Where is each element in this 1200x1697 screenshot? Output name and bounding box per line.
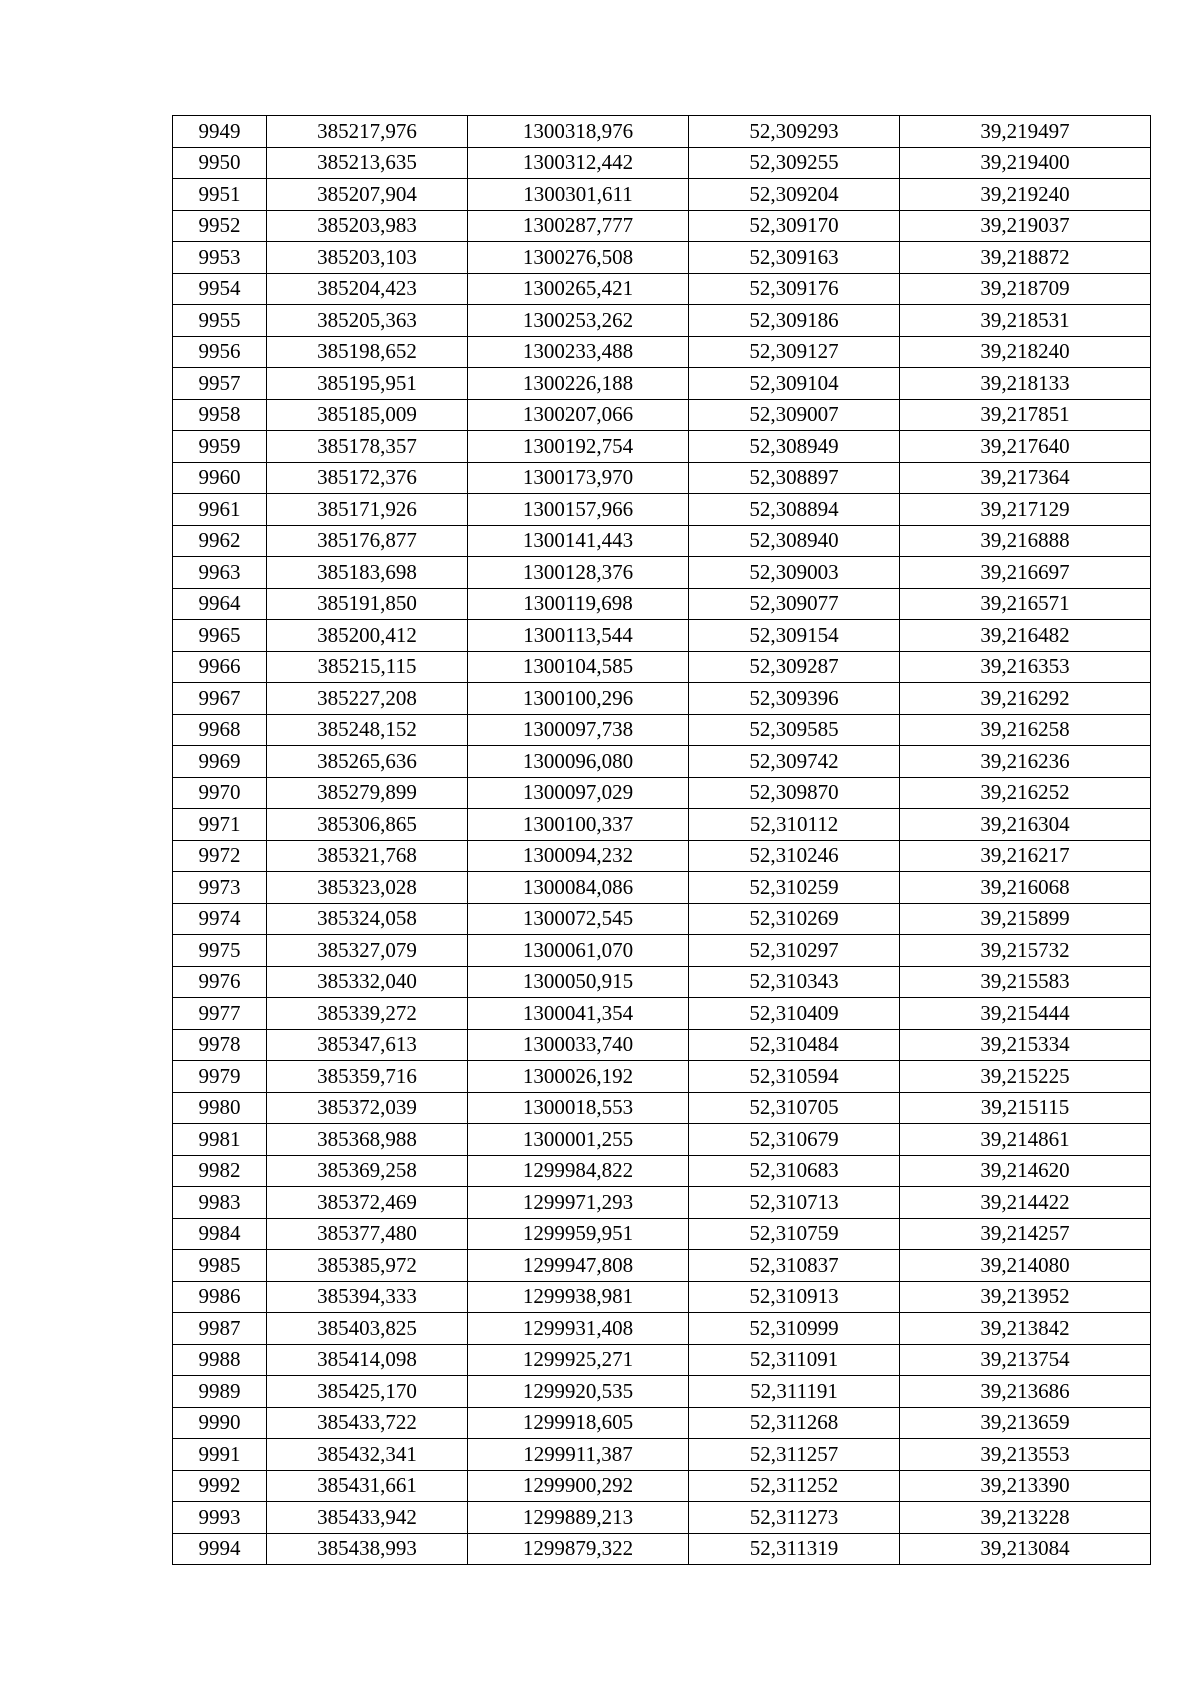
x-coordinate-cell: 385191,850: [267, 588, 468, 620]
x-coordinate-cell: 385178,357: [267, 431, 468, 463]
latitude-cell: 52,309127: [689, 336, 900, 368]
point-number-cell: 9979: [173, 1061, 267, 1093]
y-coordinate-cell: 1300301,611: [468, 179, 689, 211]
x-coordinate-cell: 385195,951: [267, 368, 468, 400]
point-number-cell: 9992: [173, 1470, 267, 1502]
table-row: [173, 1061, 1151, 1093]
y-coordinate-cell: 1300084,086: [468, 872, 689, 904]
longitude-cell: 39,214257: [900, 1218, 1151, 1250]
longitude-cell: 39,213754: [900, 1344, 1151, 1376]
table-row: [173, 588, 1151, 620]
latitude-cell: 52,308940: [689, 525, 900, 557]
y-coordinate-cell: 1300026,192: [468, 1061, 689, 1093]
longitude-cell: 39,216353: [900, 651, 1151, 683]
point-number-cell: 9994: [173, 1533, 267, 1565]
point-number-cell: 9973: [173, 872, 267, 904]
longitude-cell: 39,214861: [900, 1124, 1151, 1156]
table-row: [173, 368, 1151, 400]
point-number-cell: 9964: [173, 588, 267, 620]
x-coordinate-cell: 385248,152: [267, 714, 468, 746]
latitude-cell: 52,310913: [689, 1281, 900, 1313]
latitude-cell: 52,309176: [689, 273, 900, 305]
coordinates-table-body: [173, 116, 1151, 1565]
longitude-cell: 39,215583: [900, 966, 1151, 998]
longitude-cell: 39,216252: [900, 777, 1151, 809]
latitude-cell: 52,309742: [689, 746, 900, 778]
latitude-cell: 52,308949: [689, 431, 900, 463]
y-coordinate-cell: 1300041,354: [468, 998, 689, 1030]
point-number-cell: 9963: [173, 557, 267, 589]
table-row: [173, 1344, 1151, 1376]
x-coordinate-cell: 385339,272: [267, 998, 468, 1030]
longitude-cell: 39,218531: [900, 305, 1151, 337]
table-row: [173, 651, 1151, 683]
longitude-cell: 39,213553: [900, 1439, 1151, 1471]
point-number-cell: 9960: [173, 462, 267, 494]
latitude-cell: 52,309287: [689, 651, 900, 683]
y-coordinate-cell: 1299959,951: [468, 1218, 689, 1250]
table-row: [173, 935, 1151, 967]
y-coordinate-cell: 1299900,292: [468, 1470, 689, 1502]
latitude-cell: 52,311091: [689, 1344, 900, 1376]
point-number-cell: 9962: [173, 525, 267, 557]
y-coordinate-cell: 1299889,213: [468, 1502, 689, 1534]
x-coordinate-cell: 385183,698: [267, 557, 468, 589]
x-coordinate-cell: 385332,040: [267, 966, 468, 998]
latitude-cell: 52,311273: [689, 1502, 900, 1534]
latitude-cell: 52,310999: [689, 1313, 900, 1345]
x-coordinate-cell: 385171,926: [267, 494, 468, 526]
point-number-cell: 9949: [173, 116, 267, 148]
table-row: [173, 746, 1151, 778]
x-coordinate-cell: 385200,412: [267, 620, 468, 652]
point-number-cell: 9988: [173, 1344, 267, 1376]
y-coordinate-cell: 1300265,421: [468, 273, 689, 305]
latitude-cell: 52,309154: [689, 620, 900, 652]
table-row: [173, 462, 1151, 494]
x-coordinate-cell: 385385,972: [267, 1250, 468, 1282]
longitude-cell: 39,216571: [900, 588, 1151, 620]
x-coordinate-cell: 385185,009: [267, 399, 468, 431]
x-coordinate-cell: 385176,877: [267, 525, 468, 557]
longitude-cell: 39,217364: [900, 462, 1151, 494]
point-number-cell: 9975: [173, 935, 267, 967]
table-row: [173, 273, 1151, 305]
x-coordinate-cell: 385204,423: [267, 273, 468, 305]
table-row: [173, 809, 1151, 841]
latitude-cell: 52,309003: [689, 557, 900, 589]
point-number-cell: 9955: [173, 305, 267, 337]
longitude-cell: 39,218240: [900, 336, 1151, 368]
longitude-cell: 39,213390: [900, 1470, 1151, 1502]
latitude-cell: 52,309186: [689, 305, 900, 337]
x-coordinate-cell: 385414,098: [267, 1344, 468, 1376]
point-number-cell: 9956: [173, 336, 267, 368]
longitude-cell: 39,213842: [900, 1313, 1151, 1345]
table-row: [173, 1155, 1151, 1187]
table-row: [173, 399, 1151, 431]
point-number-cell: 9954: [173, 273, 267, 305]
point-number-cell: 9990: [173, 1407, 267, 1439]
table-row: [173, 1470, 1151, 1502]
longitude-cell: 39,213228: [900, 1502, 1151, 1534]
longitude-cell: 39,216482: [900, 620, 1151, 652]
point-number-cell: 9983: [173, 1187, 267, 1219]
x-coordinate-cell: 385433,722: [267, 1407, 468, 1439]
x-coordinate-cell: 385217,976: [267, 116, 468, 148]
y-coordinate-cell: 1300226,188: [468, 368, 689, 400]
y-coordinate-cell: 1300318,976: [468, 116, 689, 148]
x-coordinate-cell: 385203,103: [267, 242, 468, 274]
longitude-cell: 39,215225: [900, 1061, 1151, 1093]
point-number-cell: 9957: [173, 368, 267, 400]
table-row: [173, 336, 1151, 368]
longitude-cell: 39,213084: [900, 1533, 1151, 1565]
latitude-cell: 52,310683: [689, 1155, 900, 1187]
table-row: [173, 431, 1151, 463]
point-number-cell: 9986: [173, 1281, 267, 1313]
latitude-cell: 52,309396: [689, 683, 900, 715]
point-number-cell: 9961: [173, 494, 267, 526]
table-row: [173, 903, 1151, 935]
y-coordinate-cell: 1299879,322: [468, 1533, 689, 1565]
x-coordinate-cell: 385321,768: [267, 840, 468, 872]
latitude-cell: 52,311191: [689, 1376, 900, 1408]
y-coordinate-cell: 1300094,232: [468, 840, 689, 872]
table-row: [173, 1407, 1151, 1439]
longitude-cell: 39,216697: [900, 557, 1151, 589]
longitude-cell: 39,219037: [900, 210, 1151, 242]
point-number-cell: 9984: [173, 1218, 267, 1250]
y-coordinate-cell: 1300157,966: [468, 494, 689, 526]
y-coordinate-cell: 1300097,029: [468, 777, 689, 809]
point-number-cell: 9958: [173, 399, 267, 431]
point-number-cell: 9981: [173, 1124, 267, 1156]
table-row: [173, 714, 1151, 746]
x-coordinate-cell: 385368,988: [267, 1124, 468, 1156]
point-number-cell: 9970: [173, 777, 267, 809]
table-row: [173, 557, 1151, 589]
latitude-cell: 52,308897: [689, 462, 900, 494]
point-number-cell: 9980: [173, 1092, 267, 1124]
y-coordinate-cell: 1299931,408: [468, 1313, 689, 1345]
y-coordinate-cell: 1300207,066: [468, 399, 689, 431]
table-row: [173, 1439, 1151, 1471]
x-coordinate-cell: 385215,115: [267, 651, 468, 683]
y-coordinate-cell: 1300061,070: [468, 935, 689, 967]
longitude-cell: 39,216888: [900, 525, 1151, 557]
point-number-cell: 9968: [173, 714, 267, 746]
point-number-cell: 9950: [173, 147, 267, 179]
longitude-cell: 39,213659: [900, 1407, 1151, 1439]
longitude-cell: 39,219497: [900, 116, 1151, 148]
latitude-cell: 52,311257: [689, 1439, 900, 1471]
y-coordinate-cell: 1300001,255: [468, 1124, 689, 1156]
y-coordinate-cell: 1300173,970: [468, 462, 689, 494]
latitude-cell: 52,309163: [689, 242, 900, 274]
y-coordinate-cell: 1300119,698: [468, 588, 689, 620]
longitude-cell: 39,214422: [900, 1187, 1151, 1219]
latitude-cell: 52,308894: [689, 494, 900, 526]
longitude-cell: 39,218709: [900, 273, 1151, 305]
latitude-cell: 52,309293: [689, 116, 900, 148]
x-coordinate-cell: 385205,363: [267, 305, 468, 337]
longitude-cell: 39,215444: [900, 998, 1151, 1030]
latitude-cell: 52,310343: [689, 966, 900, 998]
y-coordinate-cell: 1300050,915: [468, 966, 689, 998]
table-row: [173, 998, 1151, 1030]
x-coordinate-cell: 385438,993: [267, 1533, 468, 1565]
point-number-cell: 9977: [173, 998, 267, 1030]
y-coordinate-cell: 1300018,553: [468, 1092, 689, 1124]
x-coordinate-cell: 385369,258: [267, 1155, 468, 1187]
x-coordinate-cell: 385433,942: [267, 1502, 468, 1534]
point-number-cell: 9985: [173, 1250, 267, 1282]
x-coordinate-cell: 385323,028: [267, 872, 468, 904]
latitude-cell: 52,311319: [689, 1533, 900, 1565]
y-coordinate-cell: 1300100,337: [468, 809, 689, 841]
coordinates-table: [172, 115, 1151, 1565]
table-row: [173, 1313, 1151, 1345]
table-row: [173, 525, 1151, 557]
x-coordinate-cell: 385377,480: [267, 1218, 468, 1250]
x-coordinate-cell: 385324,058: [267, 903, 468, 935]
table-row: [173, 1281, 1151, 1313]
latitude-cell: 52,309170: [689, 210, 900, 242]
point-number-cell: 9978: [173, 1029, 267, 1061]
latitude-cell: 52,310112: [689, 809, 900, 841]
latitude-cell: 52,310837: [689, 1250, 900, 1282]
x-coordinate-cell: 385327,079: [267, 935, 468, 967]
latitude-cell: 52,310759: [689, 1218, 900, 1250]
x-coordinate-cell: 385403,825: [267, 1313, 468, 1345]
point-number-cell: 9953: [173, 242, 267, 274]
x-coordinate-cell: 385372,469: [267, 1187, 468, 1219]
y-coordinate-cell: 1300096,080: [468, 746, 689, 778]
x-coordinate-cell: 385279,899: [267, 777, 468, 809]
y-coordinate-cell: 1299911,387: [468, 1439, 689, 1471]
x-coordinate-cell: 385372,039: [267, 1092, 468, 1124]
y-coordinate-cell: 1299918,605: [468, 1407, 689, 1439]
x-coordinate-cell: 385347,613: [267, 1029, 468, 1061]
table-row: [173, 777, 1151, 809]
y-coordinate-cell: 1300253,262: [468, 305, 689, 337]
latitude-cell: 52,310484: [689, 1029, 900, 1061]
longitude-cell: 39,215899: [900, 903, 1151, 935]
y-coordinate-cell: 1299938,981: [468, 1281, 689, 1313]
table-row: [173, 305, 1151, 337]
longitude-cell: 39,215115: [900, 1092, 1151, 1124]
longitude-cell: 39,216217: [900, 840, 1151, 872]
table-row: [173, 1092, 1151, 1124]
table-row: [173, 683, 1151, 715]
latitude-cell: 52,310259: [689, 872, 900, 904]
latitude-cell: 52,309870: [689, 777, 900, 809]
longitude-cell: 39,217640: [900, 431, 1151, 463]
table-row: [173, 494, 1151, 526]
latitude-cell: 52,309077: [689, 588, 900, 620]
latitude-cell: 52,310269: [689, 903, 900, 935]
y-coordinate-cell: 1300033,740: [468, 1029, 689, 1061]
latitude-cell: 52,309007: [689, 399, 900, 431]
latitude-cell: 52,310705: [689, 1092, 900, 1124]
point-number-cell: 9993: [173, 1502, 267, 1534]
x-coordinate-cell: 385359,716: [267, 1061, 468, 1093]
point-number-cell: 9967: [173, 683, 267, 715]
table-row: [173, 179, 1151, 211]
x-coordinate-cell: 385432,341: [267, 1439, 468, 1471]
y-coordinate-cell: 1300104,585: [468, 651, 689, 683]
point-number-cell: 9982: [173, 1155, 267, 1187]
table-row: [173, 116, 1151, 148]
x-coordinate-cell: 385425,170: [267, 1376, 468, 1408]
point-number-cell: 9987: [173, 1313, 267, 1345]
x-coordinate-cell: 385198,652: [267, 336, 468, 368]
longitude-cell: 39,219240: [900, 179, 1151, 211]
y-coordinate-cell: 1300097,738: [468, 714, 689, 746]
table-row: [173, 1502, 1151, 1534]
y-coordinate-cell: 1299984,822: [468, 1155, 689, 1187]
table-row: [173, 210, 1151, 242]
x-coordinate-cell: 385394,333: [267, 1281, 468, 1313]
latitude-cell: 52,310713: [689, 1187, 900, 1219]
longitude-cell: 39,217129: [900, 494, 1151, 526]
longitude-cell: 39,214080: [900, 1250, 1151, 1282]
longitude-cell: 39,217851: [900, 399, 1151, 431]
point-number-cell: 9959: [173, 431, 267, 463]
longitude-cell: 39,215334: [900, 1029, 1151, 1061]
y-coordinate-cell: 1299947,808: [468, 1250, 689, 1282]
y-coordinate-cell: 1300100,296: [468, 683, 689, 715]
y-coordinate-cell: 1300072,545: [468, 903, 689, 935]
y-coordinate-cell: 1299971,293: [468, 1187, 689, 1219]
table-row: [173, 1187, 1151, 1219]
longitude-cell: 39,216292: [900, 683, 1151, 715]
table-row: [173, 872, 1151, 904]
table-row: [173, 1376, 1151, 1408]
latitude-cell: 52,309255: [689, 147, 900, 179]
longitude-cell: 39,214620: [900, 1155, 1151, 1187]
y-coordinate-cell: 1300276,508: [468, 242, 689, 274]
table-row: [173, 242, 1151, 274]
y-coordinate-cell: 1300192,754: [468, 431, 689, 463]
y-coordinate-cell: 1300287,777: [468, 210, 689, 242]
y-coordinate-cell: 1300113,544: [468, 620, 689, 652]
point-number-cell: 9976: [173, 966, 267, 998]
point-number-cell: 9965: [173, 620, 267, 652]
point-number-cell: 9974: [173, 903, 267, 935]
point-number-cell: 9971: [173, 809, 267, 841]
x-coordinate-cell: 385265,636: [267, 746, 468, 778]
latitude-cell: 52,311252: [689, 1470, 900, 1502]
y-coordinate-cell: 1300141,443: [468, 525, 689, 557]
longitude-cell: 39,216304: [900, 809, 1151, 841]
point-number-cell: 9951: [173, 179, 267, 211]
x-coordinate-cell: 385172,376: [267, 462, 468, 494]
table-row: [173, 1124, 1151, 1156]
latitude-cell: 52,310246: [689, 840, 900, 872]
longitude-cell: 39,213686: [900, 1376, 1151, 1408]
longitude-cell: 39,215732: [900, 935, 1151, 967]
table-row: [173, 1533, 1151, 1565]
table-row: [173, 620, 1151, 652]
longitude-cell: 39,218872: [900, 242, 1151, 274]
latitude-cell: 52,310594: [689, 1061, 900, 1093]
longitude-cell: 39,213952: [900, 1281, 1151, 1313]
x-coordinate-cell: 385203,983: [267, 210, 468, 242]
latitude-cell: 52,309585: [689, 714, 900, 746]
x-coordinate-cell: 385227,208: [267, 683, 468, 715]
longitude-cell: 39,218133: [900, 368, 1151, 400]
latitude-cell: 52,309204: [689, 179, 900, 211]
y-coordinate-cell: 1300312,442: [468, 147, 689, 179]
table-row: [173, 1029, 1151, 1061]
y-coordinate-cell: 1299920,535: [468, 1376, 689, 1408]
table-row: [173, 840, 1151, 872]
longitude-cell: 39,219400: [900, 147, 1151, 179]
table-row: [173, 966, 1151, 998]
point-number-cell: 9989: [173, 1376, 267, 1408]
longitude-cell: 39,216236: [900, 746, 1151, 778]
x-coordinate-cell: 385207,904: [267, 179, 468, 211]
latitude-cell: 52,309104: [689, 368, 900, 400]
y-coordinate-cell: 1300128,376: [468, 557, 689, 589]
table-row: [173, 147, 1151, 179]
point-number-cell: 9972: [173, 840, 267, 872]
point-number-cell: 9969: [173, 746, 267, 778]
latitude-cell: 52,311268: [689, 1407, 900, 1439]
x-coordinate-cell: 385431,661: [267, 1470, 468, 1502]
latitude-cell: 52,310297: [689, 935, 900, 967]
point-number-cell: 9966: [173, 651, 267, 683]
latitude-cell: 52,310679: [689, 1124, 900, 1156]
x-coordinate-cell: 385213,635: [267, 147, 468, 179]
point-number-cell: 9991: [173, 1439, 267, 1471]
y-coordinate-cell: 1299925,271: [468, 1344, 689, 1376]
point-number-cell: 9952: [173, 210, 267, 242]
table-row: [173, 1218, 1151, 1250]
longitude-cell: 39,216258: [900, 714, 1151, 746]
table-row: [173, 1250, 1151, 1282]
longitude-cell: 39,216068: [900, 872, 1151, 904]
x-coordinate-cell: 385306,865: [267, 809, 468, 841]
y-coordinate-cell: 1300233,488: [468, 336, 689, 368]
latitude-cell: 52,310409: [689, 998, 900, 1030]
